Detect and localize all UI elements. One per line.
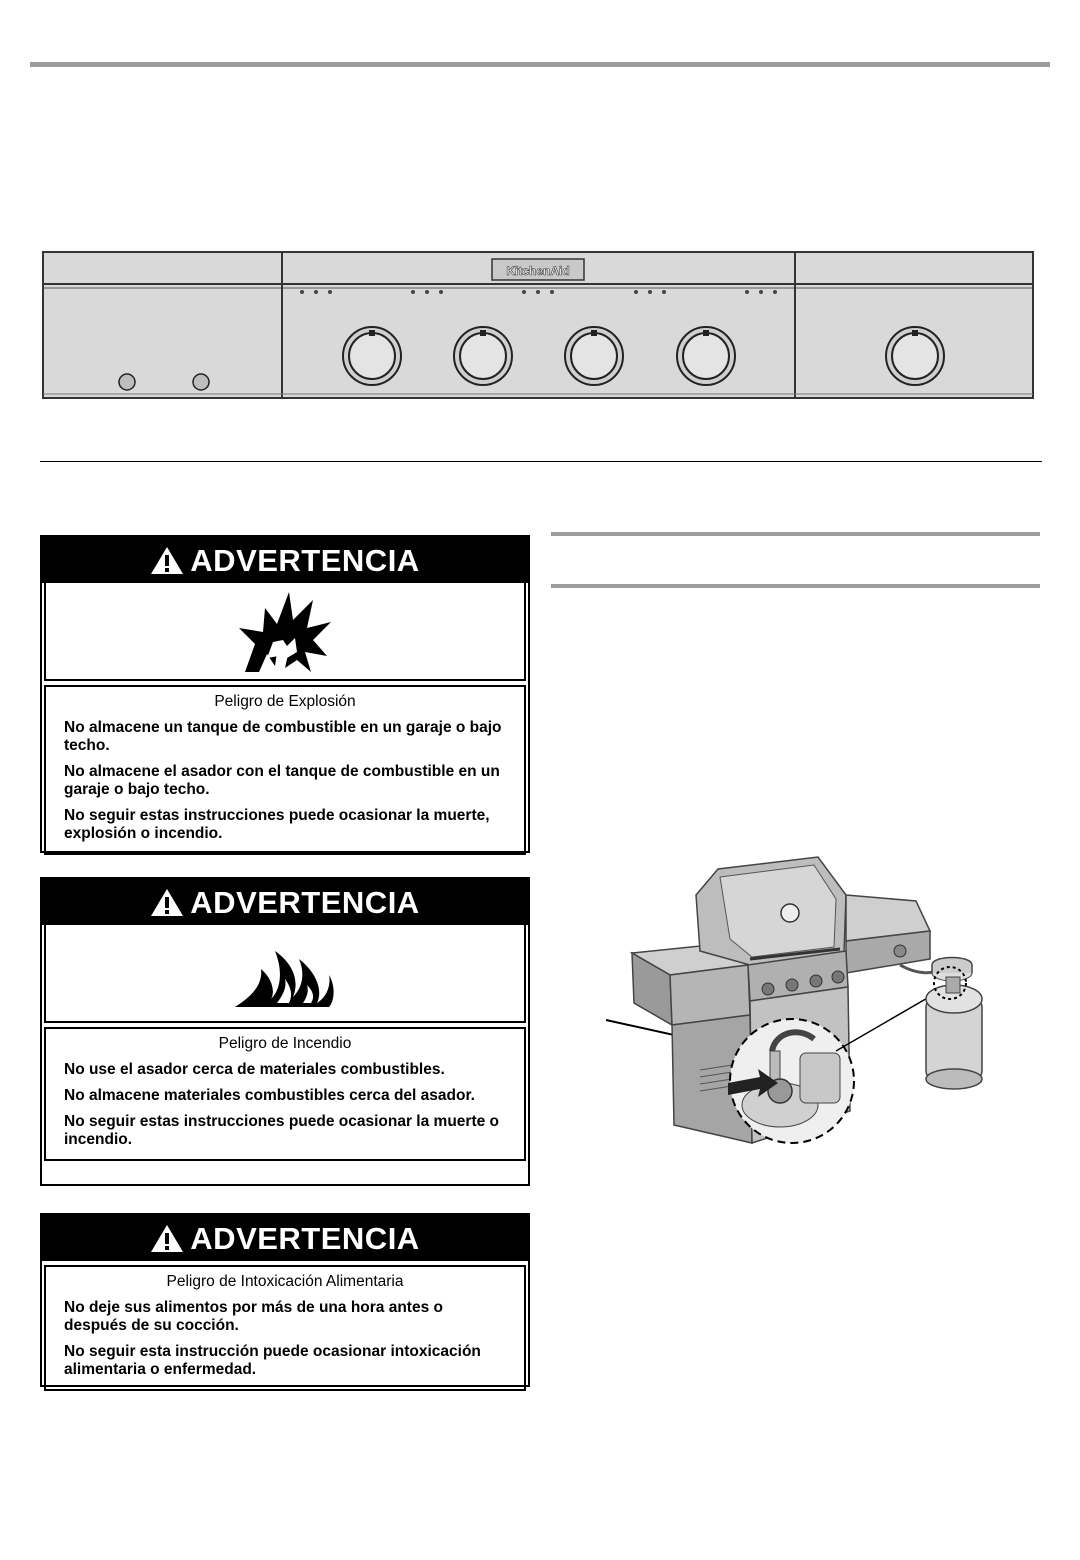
warning-line: No use el asador cerca de materiales combustibles. (64, 1061, 445, 1078)
control-panel-illustration (40, 250, 1036, 402)
warning-icon-panel (44, 583, 526, 681)
warning-text-panel (44, 685, 526, 855)
warning-title: ADVERTENCIA (190, 1220, 420, 1256)
warning-triangle-icon (150, 1223, 184, 1253)
explosion-icon (237, 588, 333, 674)
warning-text-panel (44, 1265, 526, 1391)
warning-line: No almacene materiales combustibles cerca del asador. (64, 1087, 475, 1104)
warning-box-explosion (40, 535, 530, 853)
fire-icon (233, 937, 337, 1009)
brand-badge (492, 259, 584, 280)
side-burner-knob (886, 327, 944, 385)
hazard-name: Peligro de Explosión (214, 693, 356, 710)
burner-knob (343, 327, 401, 385)
burner-knob (677, 327, 735, 385)
top-rule (30, 62, 1050, 67)
warning-header (42, 537, 528, 583)
warning-text-panel (44, 1027, 526, 1161)
warning-title: ADVERTENCIA (190, 884, 420, 920)
section-divider (40, 461, 1042, 462)
warning-icon-panel (44, 925, 526, 1023)
warning-line: No seguir estas instrucciones puede ocasionar la muerte o incendio. (64, 1113, 499, 1148)
warning-title: ADVERTENCIA (190, 542, 420, 578)
warning-triangle-icon (150, 887, 184, 917)
brand-label: KitchenAid (506, 264, 570, 278)
warning-header (42, 879, 528, 925)
warning-triangle-icon (150, 545, 184, 575)
warning-box-food-poisoning (40, 1213, 530, 1387)
grill-tank-illustration (600, 855, 1000, 1155)
warning-line: No seguir estas instrucciones puede ocasionar la muerte, explosión o incendio. (64, 807, 490, 842)
warning-line: No almacene un tanque de combustible en un garaje o bajo techo. (64, 719, 502, 754)
warning-line: No seguir esta instrucción puede ocasionar intoxicación alimentaria o enfermedad. (64, 1343, 481, 1378)
burner-knob (454, 327, 512, 385)
section-heading-rule-bottom (551, 584, 1040, 588)
hazard-name: Peligro de Intoxicación Alimentaria (166, 1273, 404, 1290)
hazard-name: Peligro de Incendio (218, 1035, 352, 1052)
warning-line: No deje sus alimentos por más de una hora antes o después de su cocción. (64, 1299, 443, 1334)
section-heading-rule-top (551, 532, 1040, 536)
warning-header (42, 1215, 528, 1261)
warning-line: No almacene el asador con el tanque de combustible en un garaje o bajo techo. (64, 763, 500, 798)
warning-box-fire (40, 877, 530, 1186)
burner-knob (565, 327, 623, 385)
